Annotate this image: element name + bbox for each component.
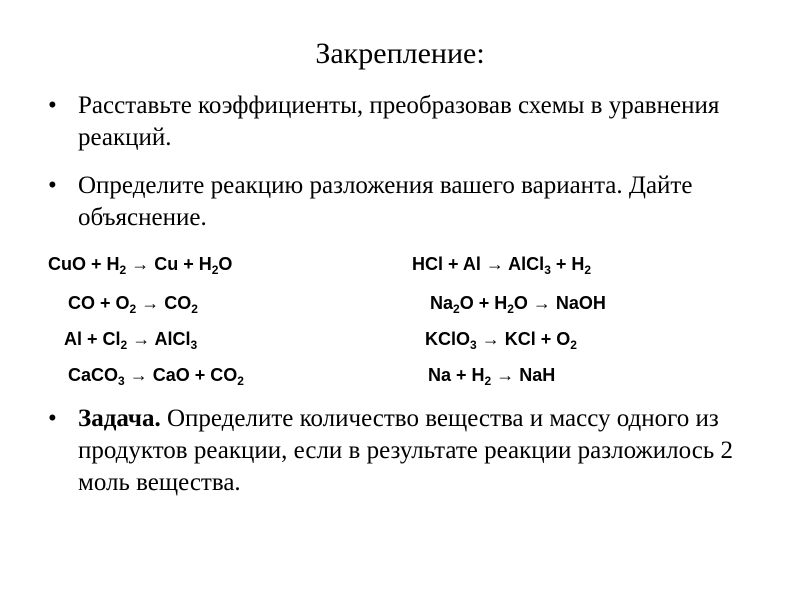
bullet-decomposition — [48, 170, 748, 234]
task-text — [78, 403, 748, 499]
bullet-task — [48, 403, 748, 499]
bullet-coefficients — [48, 90, 748, 154]
task-label: Задача. — [78, 405, 161, 432]
equation-left-4: CaCO$_3$ → CaO + $CO_2$ — [68, 365, 244, 388]
bullet-marker: • — [48, 92, 57, 119]
bullet-text: Определите реакцию разложения вашего варианта. Дайте объяснение. — [78, 172, 693, 231]
equation-left-2: CO + $O_2 \to CO_2$ — [68, 293, 198, 316]
bullet-text: Расставьте коэффициенты, преобразовав схемы в уравнения реакций. — [78, 92, 720, 151]
task-body: Определите количество вещества и массу одного из продуктов реакции, если в результате реакции разложилось 2 моль вещества. — [78, 405, 733, 496]
equation-right-1: HCl + Al → AlCl$_3$ + $H_2$ — [412, 254, 592, 277]
bullet-marker: • — [48, 172, 57, 199]
bullet-marker: • — [48, 405, 57, 432]
equation-right-3: KClO$_3$ → KCl + $O_2$ — [425, 329, 577, 352]
equation-left-1: CuO + $H_2 \to Cu + H_2O$ — [48, 254, 233, 277]
equation-left-3: $Al + Cl_2$ → AlCl$_3$ — [64, 329, 198, 352]
slide-title: Закрепление: — [315, 37, 485, 70]
equation-right-4: $Na + H_2$ → NaH — [428, 365, 556, 388]
equation-right-2: $Na_2O + H_2O$ → NaOH — [430, 293, 606, 316]
